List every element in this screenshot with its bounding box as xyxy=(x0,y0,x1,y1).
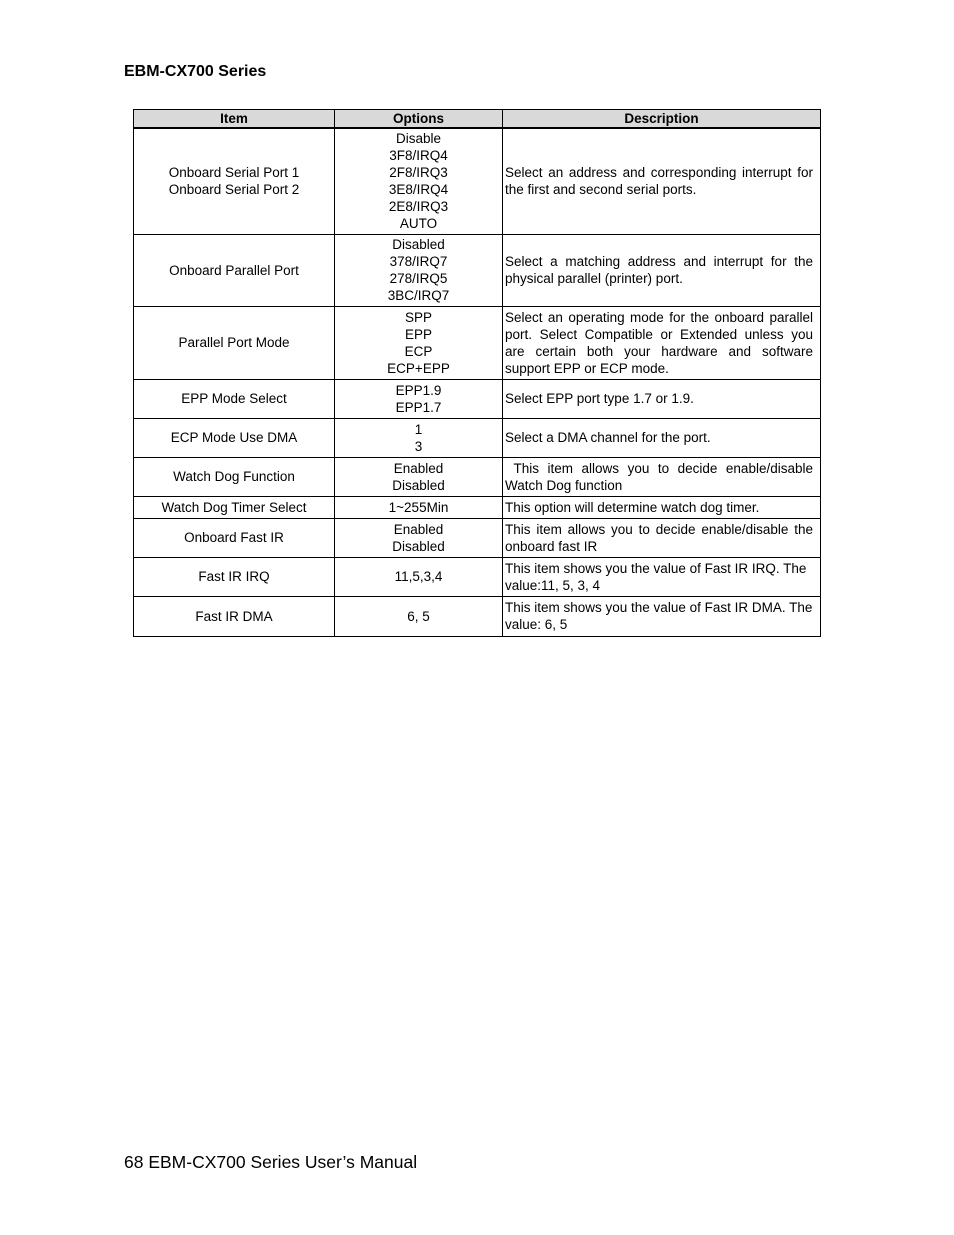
option-value: SPP xyxy=(404,309,432,325)
table-row xyxy=(134,496,821,518)
table-row xyxy=(134,379,821,418)
options-cell xyxy=(335,496,503,518)
description-cell: Select an operating mode for the onboard parallel port. Select Compatible or Extended unless you are certain both your hardware and software support EPP or ECP mode. xyxy=(503,306,821,379)
option-value: Disable xyxy=(395,131,442,147)
option-value: 3E8/IRQ4 xyxy=(388,182,449,198)
item-label: Onboard Serial Port 1 xyxy=(168,165,300,181)
item-cell xyxy=(134,128,335,234)
item-label: ECP Mode Use DMA xyxy=(170,430,298,445)
bios-settings-table xyxy=(133,109,821,637)
options-cell xyxy=(335,518,503,557)
item-label: Onboard Serial Port 2 xyxy=(168,182,300,198)
column-header-item: Item xyxy=(134,110,335,129)
item-label: Fast IR IRQ xyxy=(198,569,270,584)
options-cell xyxy=(335,306,503,379)
option-value: Disabled xyxy=(392,237,445,252)
item-cell xyxy=(134,379,335,418)
option-value: 6, 5 xyxy=(407,608,430,624)
options-cell xyxy=(335,128,503,234)
item-label: Onboard Fast IR xyxy=(184,530,284,545)
item-label: Watch Dog Function xyxy=(173,469,295,484)
options-cell xyxy=(335,418,503,457)
table-row xyxy=(134,596,821,636)
option-value: AUTO xyxy=(399,216,438,232)
page-header-title: EBM-CX700 Series xyxy=(124,63,267,80)
column-header-options: Options xyxy=(335,110,503,129)
option-value: Disabled xyxy=(392,477,445,493)
item-cell xyxy=(134,234,335,306)
option-value: Enabled xyxy=(393,521,444,537)
option-value: 278/IRQ5 xyxy=(389,271,448,286)
description-cell: Select EPP port type 1.7 or 1.9. xyxy=(503,379,821,418)
table-row xyxy=(134,418,821,457)
option-value: 2E8/IRQ3 xyxy=(388,199,449,215)
item-cell xyxy=(134,418,335,457)
option-value: 378/IRQ7 xyxy=(389,254,448,269)
option-value: ECP xyxy=(404,343,433,359)
option-value: 3 xyxy=(414,438,423,454)
option-value: ECP+EPP xyxy=(387,360,450,376)
item-label: Watch Dog Timer Select xyxy=(161,499,307,515)
item-cell xyxy=(134,457,335,496)
option-value: 3F8/IRQ4 xyxy=(389,148,448,164)
item-cell xyxy=(134,518,335,557)
description-cell: This item shows you the value of Fast IR IRQ. The value:11, 5, 3, 4 xyxy=(503,557,821,596)
table-row xyxy=(134,518,821,557)
option-value: EPP1.9 xyxy=(395,382,442,398)
table-row xyxy=(134,457,821,496)
options-cell xyxy=(335,379,503,418)
description-cell: This item shows you the value of Fast IR DMA. The value: 6, 5 xyxy=(503,596,821,636)
item-label: Parallel Port Mode xyxy=(178,335,290,350)
table-header-row xyxy=(134,110,821,129)
table-row xyxy=(134,234,821,306)
column-header-description: Description xyxy=(503,110,821,129)
description-cell: Select a DMA channel for the port. xyxy=(503,418,821,457)
option-value: EPP xyxy=(404,326,432,342)
item-cell xyxy=(134,596,335,636)
options-cell xyxy=(335,234,503,306)
option-value: 1 xyxy=(414,421,423,437)
option-value: 1~255Min xyxy=(388,499,449,515)
item-label: EPP Mode Select xyxy=(181,391,287,406)
item-label: Onboard Parallel Port xyxy=(169,262,299,278)
item-cell xyxy=(134,557,335,596)
description-cell: Select a matching address and interrupt for the physical parallel (printer) port. xyxy=(503,234,821,306)
option-value: 3BC/IRQ7 xyxy=(387,288,450,303)
item-label: Fast IR DMA xyxy=(195,608,273,624)
item-cell xyxy=(134,496,335,518)
options-cell xyxy=(335,557,503,596)
option-value: Disabled xyxy=(392,538,445,554)
option-value: Enabled xyxy=(393,460,444,476)
description-cell: Select an address and corresponding interrupt for the first and second serial ports. xyxy=(503,128,821,234)
table-row xyxy=(134,306,821,379)
option-value: EPP1.7 xyxy=(395,399,442,415)
page-footer: 68 EBM-CX700 Series User’s Manual xyxy=(124,1152,418,1172)
options-cell xyxy=(335,457,503,496)
option-value: 11,5,3,4 xyxy=(394,569,443,584)
options-cell xyxy=(335,596,503,636)
table-row xyxy=(134,557,821,596)
description-cell: This option will determine watch dog timer. xyxy=(503,496,821,518)
table-row xyxy=(134,128,821,234)
description-cell: This item allows you to decide enable/disable the onboard fast IR xyxy=(503,518,821,557)
option-value: 2F8/IRQ3 xyxy=(389,165,448,181)
description-cell: This item allows you to decide enable/disable Watch Dog function xyxy=(503,457,821,496)
item-cell xyxy=(134,306,335,379)
